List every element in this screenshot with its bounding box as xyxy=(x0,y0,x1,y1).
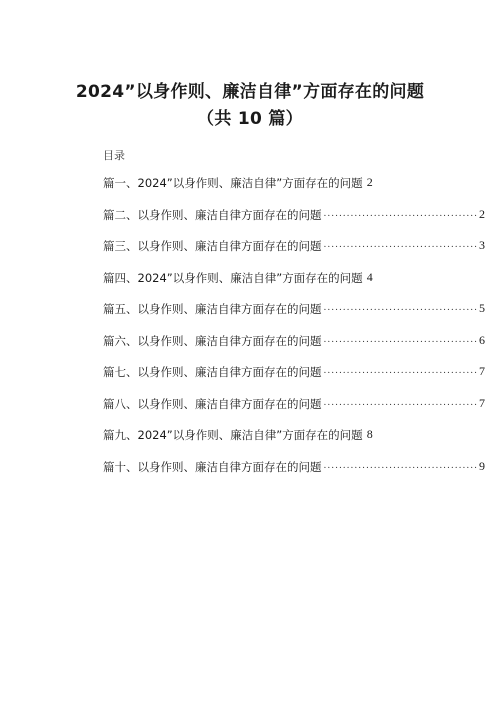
toc-entry[interactable] xyxy=(103,332,485,365)
document-subtitle: （共 10 篇） xyxy=(197,109,303,129)
toc-entry[interactable] xyxy=(103,206,485,239)
toc-leader-dots: ........................................ xyxy=(323,303,478,313)
toc-entry-page: 8 xyxy=(366,427,373,441)
toc-entry-page: 7 xyxy=(478,395,485,410)
toc-entry-label: 篇七、以身作则、廉洁自律方面存在的问题 xyxy=(103,365,322,379)
toc-entry-label: 篇十、以身作则、廉洁自律方面存在的问题 xyxy=(103,459,322,474)
document-title: 2024”以身作则、廉洁自律”方面存在的问题 xyxy=(75,82,425,102)
toc-entry-page: 6 xyxy=(478,332,485,347)
toc-entry[interactable] xyxy=(103,270,433,302)
toc-leader-dots: ........................................ xyxy=(323,460,478,471)
toc-entry-label: 篇六、以身作则、廉洁自律方面存在的问题 xyxy=(103,333,322,348)
toc-leader-dots: ........................................ xyxy=(323,397,478,408)
toc-entry-page: 9 xyxy=(478,458,485,473)
toc-entry-label: 篇一、2024”以身作则、廉洁自律”方面存在的问题 xyxy=(103,176,363,190)
toc-entry-page: 7 xyxy=(478,364,485,378)
toc-entry[interactable] xyxy=(103,175,433,207)
toc-entry[interactable] xyxy=(103,458,485,491)
toc-entry-label: 篇九、2024”以身作则、廉洁自律”方面存在的问题 xyxy=(103,428,363,442)
toc-leader-dots: ........................................ xyxy=(323,208,478,219)
toc-leader-dots: ........................................ xyxy=(323,240,478,250)
toc-entry[interactable] xyxy=(103,238,485,270)
toc-entry-label: 篇二、以身作则、廉洁自律方面存在的问题 xyxy=(103,207,322,222)
toc-entry[interactable] xyxy=(103,395,485,428)
toc-entry-label: 篇八、以身作则、廉洁自律方面存在的问题 xyxy=(103,396,322,411)
toc-entry[interactable] xyxy=(103,427,433,459)
table-of-contents xyxy=(103,175,485,490)
toc-leader-dots: ........................................ xyxy=(323,334,478,345)
toc-entry[interactable] xyxy=(103,364,485,396)
toc-entry-label: 篇五、以身作则、廉洁自律方面存在的问题 xyxy=(103,302,322,316)
toc-entry-label: 篇三、以身作则、廉洁自律方面存在的问题 xyxy=(103,239,322,253)
toc-entry[interactable] xyxy=(103,301,485,333)
toc-entry-page: 2 xyxy=(478,206,485,221)
toc-entry-label: 篇四、2024”以身作则、廉洁自律”方面存在的问题 xyxy=(103,270,363,285)
toc-leader-dots: ........................................ xyxy=(323,366,478,376)
toc-entry-page: 2 xyxy=(366,175,373,189)
toc-entry-page: 5 xyxy=(478,301,485,315)
toc-heading: 目录 xyxy=(103,149,125,162)
toc-entry-page: 3 xyxy=(478,238,485,252)
toc-entry-page: 4 xyxy=(366,269,373,284)
